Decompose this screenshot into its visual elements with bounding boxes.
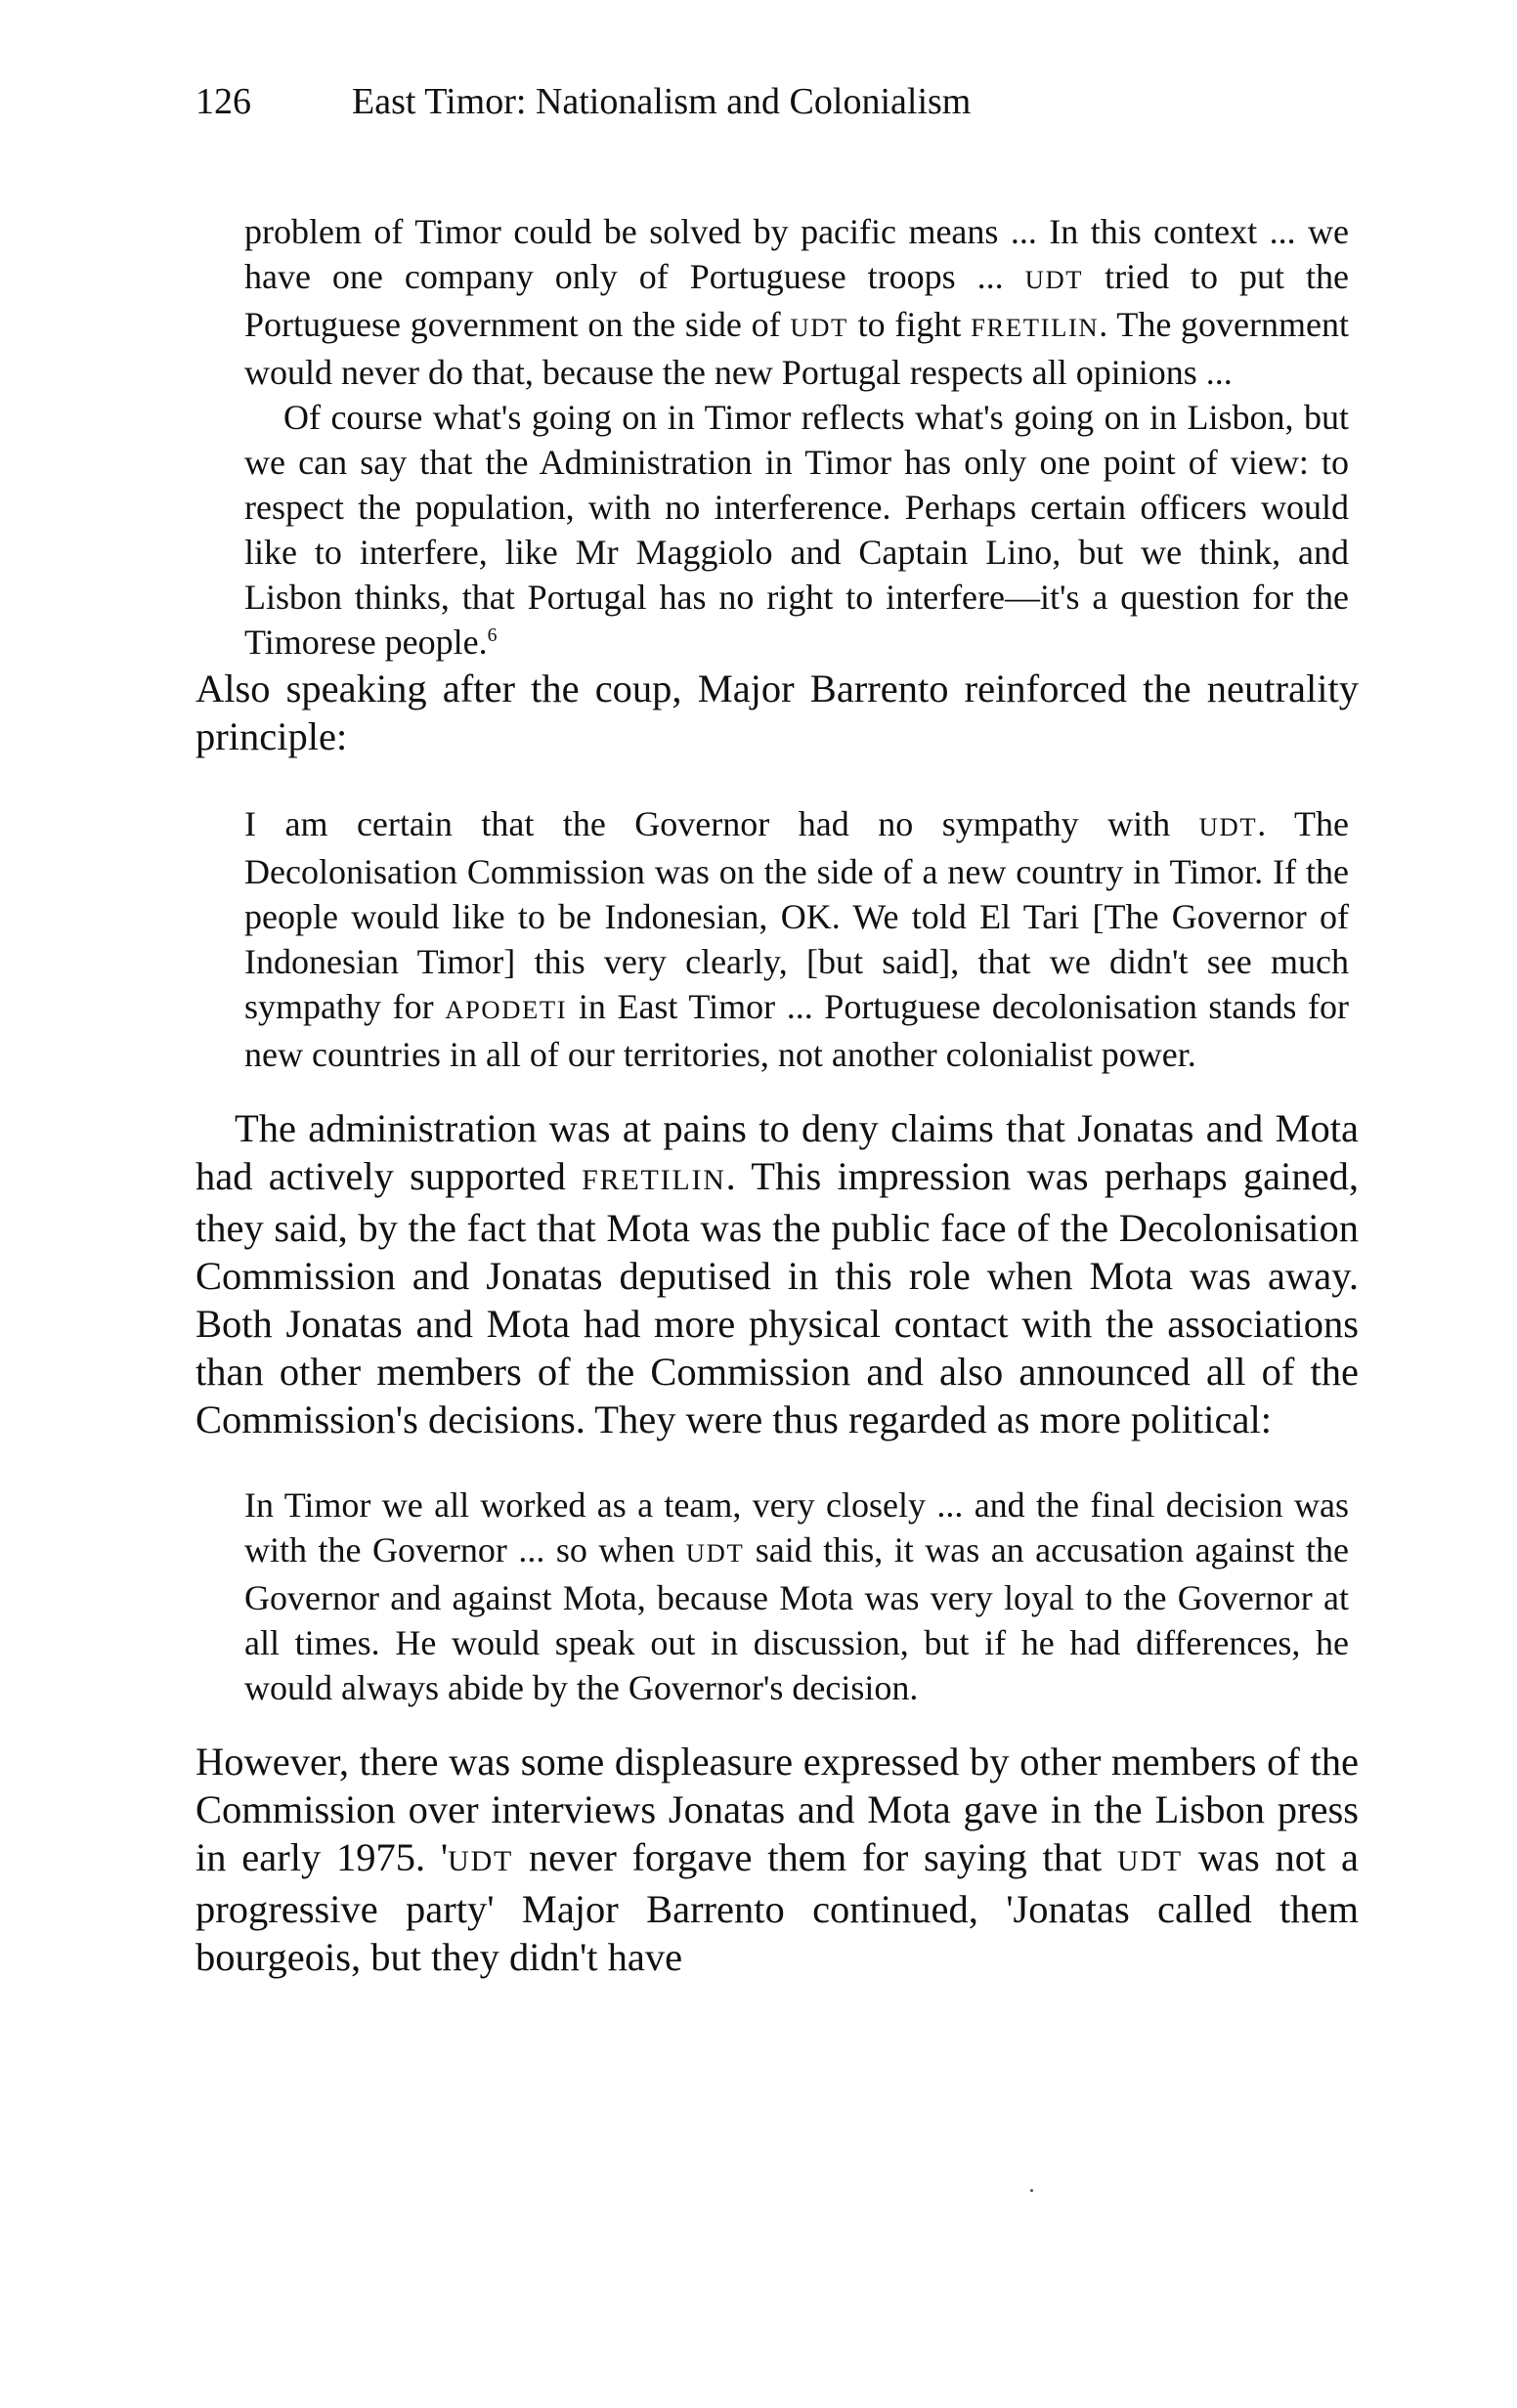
book-page (195, 78, 1359, 1981)
acronym-udt: UDT (1198, 812, 1258, 841)
running-title: East Timor: Nationalism and Colonialism (352, 81, 972, 122)
block-quote-barrento-1 (244, 209, 1349, 665)
acronym-fretilin: FRETILIN (582, 1164, 726, 1196)
acronym-apodeti: APODETI (445, 995, 568, 1024)
acronym-fretilin: FRETILIN (971, 313, 1100, 342)
acronym-udt: UDT (790, 313, 848, 342)
acronym-udt: UDT (448, 1845, 514, 1877)
block-quote-barrento-2 (244, 801, 1349, 1077)
quote-paragraph: In Timor we all worked as a team, very closely ... and the final decision was with the Governor ... so when UDT said this, it was an accusation against the Governor and against Mota, because Mota was very loyal to the Governor at all times. He would speak out in discussion, but if he had differences, he would always abide by the Governor's decision. (244, 1485, 1349, 1707)
quote-paragraph: Of course what's going on in Timor reflects what's going on in Lisbon, but we can say that the Administration in Timor has only one point of view: to respect the population, with no interference. Perhaps certain officers would like to interfere, like Mr Maggiolo and Captain Lino, but we think, and Lisbon thinks, that Portugal has no right to interfere—it's a question for the Timorese people.$^6$ (244, 398, 1349, 662)
footnote-marker: 6 (487, 624, 498, 646)
body-paragraph: However, there was some displeasure expressed by other members of the Commission over interviews Jonatas and Mota gave in the Lisbon press in early 1975. 'UDT never forgave them for saying that UDT was not a progressive party' Major Barrento continued, 'Jonatas called them bourgeois, but they didn't have (195, 1740, 1359, 1979)
quote-paragraph: I am certain that the Governor had no sympathy with UDT. The Decolonisation Commission was on the side of a new country in Timor. If the people would like to be Indonesian, OK. We told El Tari [The Governor of Indonesian Timor] this very clearly, [but said], that we didn't see much sympathy for APODETI in East Timor ... Portuguese decolonisation stands for new countries in all of our territories, not another colonialist power. (244, 804, 1349, 1074)
acronym-udt: UDT (1117, 1845, 1183, 1877)
page-number: 126 (195, 81, 251, 122)
acronym-udt: UDT (1024, 265, 1084, 294)
running-head (195, 78, 1359, 125)
block-quote-barrento-3 (244, 1483, 1349, 1710)
quote-paragraph: problem of Timor could be solved by pacific means ... In this context ... we have one company only of Portuguese troops ... UDT tried to put the Portuguese government on the side of UDT to fight FRETILIN. The government would never do that, because the new Portugal respects all opinions ... (244, 212, 1349, 392)
acronym-udt: UDT (685, 1538, 745, 1568)
body-paragraph: The administration was at pains to deny claims that Jonatas and Mota had actively supported FRETILIN. This impression was perhaps gained, they said, by the fact that Mota was the public face of the Decolonisation Commission and Jonatas deputised in this role when Mota was away. Both Jonatas and Mota had more physical contact with the associations than other members of the Commission and also announced all of the Commission's decisions. They were thus regarded as more political: (195, 1106, 1360, 1441)
body-paragraph: Also speaking after the coup, Major Barrento reinforced the neutrality principle: (195, 666, 1359, 758)
scan-speck (1030, 2189, 1033, 2192)
